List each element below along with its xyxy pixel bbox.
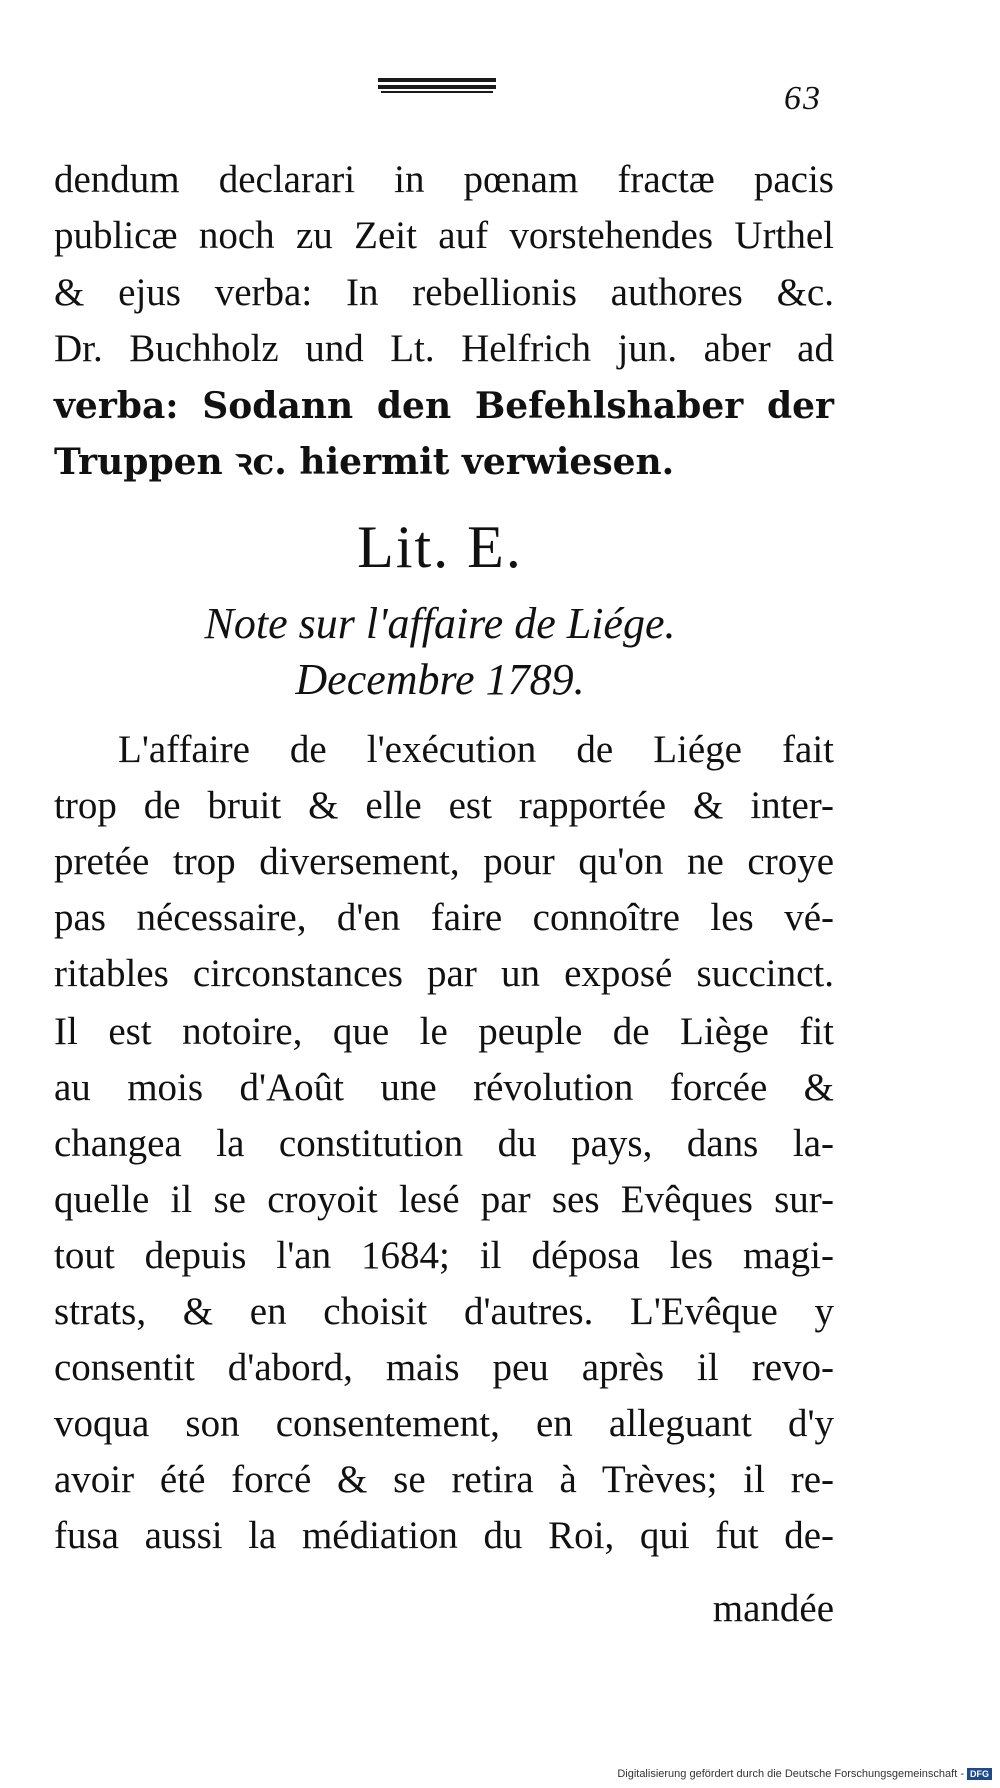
section-date: Decembre 1789. bbox=[295, 655, 585, 704]
header-rule-bar bbox=[378, 85, 496, 89]
text-line: Truppen ꝛc. hiermit verwiesen. bbox=[54, 441, 675, 483]
text-line: publicæ noch zu Zeit auf vorstehendes Urthel bbox=[54, 214, 834, 257]
text-line: verba: Sodann den Befehlshaber der bbox=[54, 385, 834, 427]
text-line: ritables circonstances par un exposé succinct. bbox=[54, 952, 834, 995]
digitization-credit-text: Digitalisierung gefördert durch die Deutsche Forschungsgemeinschaft - bbox=[617, 1768, 964, 1780]
header-rule-bar bbox=[378, 78, 496, 82]
text-line: dendum declarari in pœnam fractæ pacis bbox=[54, 158, 834, 201]
header-ornament-rule bbox=[378, 78, 496, 94]
catchword: mandée bbox=[712, 1587, 834, 1630]
text-line: quelle il se croyoit lesé par ses Evêques sur- bbox=[54, 1178, 834, 1221]
text-line: changea la constitution du pays, dans la- bbox=[54, 1122, 834, 1165]
page-number: 63 bbox=[784, 80, 822, 117]
text-line: consentit d'abord, mais peu après il revo- bbox=[54, 1346, 834, 1389]
text-line: Dr. Buchholz und Lt. Helfrich jun. aber ad bbox=[54, 327, 834, 370]
text-line: & ejus verba: In rebellionis authores &c. bbox=[54, 271, 834, 314]
text-line: Il est notoire, que le peuple de Liège fit bbox=[54, 1010, 834, 1053]
text-line: L'affaire de l'exécution de Liége fait bbox=[118, 728, 834, 771]
header-rule-bar bbox=[381, 91, 493, 93]
text-line: trop de bruit & elle est rapportée & inter- bbox=[54, 784, 834, 827]
digitization-credit bbox=[617, 1768, 992, 1780]
text-line: tout depuis l'an 1684; il déposa les magi- bbox=[54, 1234, 834, 1277]
dfg-logo: DFG bbox=[967, 1768, 992, 1780]
section-subtitle: Note sur l'affaire de Liége. bbox=[204, 599, 676, 648]
text-line: pas nécessaire, d'en faire connoître les vé- bbox=[54, 896, 834, 939]
text-line: avoir été forcé & se retira à Trèves; il re- bbox=[54, 1458, 834, 1501]
text-line: au mois d'Août une révolution forcée & bbox=[54, 1066, 834, 1109]
text-line: strats, & en choisit d'autres. L'Evêque y bbox=[54, 1290, 834, 1333]
section-heading: Lit. E. bbox=[357, 514, 523, 580]
text-line: pretée trop diversement, pour qu'on ne croye bbox=[54, 840, 834, 883]
text-line: fusa aussi la médiation du Roi, qui fut de- bbox=[54, 1514, 834, 1557]
text-line: voqua son consentement, en alleguant d'y bbox=[54, 1402, 834, 1445]
